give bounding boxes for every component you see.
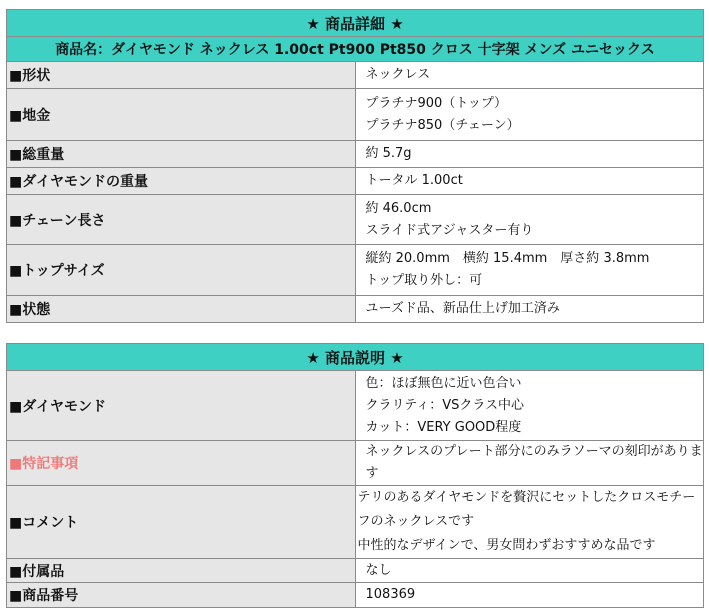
- table-row: [7, 559, 704, 583]
- row-label-shape: ■形状: [7, 62, 356, 89]
- value-line: なし: [365, 562, 392, 578]
- table-row: [7, 141, 704, 168]
- value-line: 中性的なデザインで、男女問わずおすすめな品です: [357, 538, 656, 553]
- value-line: ユーズド品、新品仕上げ加工済み: [365, 301, 560, 316]
- table-row: [7, 296, 704, 323]
- row-value-condition: [355, 296, 704, 323]
- product-name: 商品名：ダイヤモンド ネックレス 1.00ct Pt900 Pt850 クロス 十字架 メンズ ユニセックス: [7, 37, 704, 62]
- row-value-shape: [355, 62, 704, 89]
- value-line: カット：VERY GOOD程度: [365, 419, 522, 435]
- value-line: 108369: [365, 587, 416, 602]
- row-value-diamond-weight: [355, 168, 704, 195]
- value-line: スライド式アジャスター有り: [365, 222, 534, 238]
- table-row: [7, 583, 704, 608]
- product-description-table: [6, 343, 704, 608]
- row-label-top-size: ■トップサイズ: [7, 245, 356, 296]
- value-line: トップ取り外し：可: [365, 273, 483, 288]
- row-label-comment: ■コメント: [7, 486, 356, 559]
- row-value-item-number: [355, 583, 704, 608]
- row-value-total-weight: [355, 141, 704, 168]
- value-line: トータル 1.00ct: [365, 173, 463, 188]
- row-label-accessories: ■付属品: [7, 559, 356, 583]
- value-line: クラリティ：VSクラス中心: [365, 397, 524, 413]
- value-line: ネックレス: [365, 67, 431, 82]
- value-line: 色：ほぼ無色に近い色合い: [365, 375, 522, 391]
- row-value-comment: [355, 486, 704, 559]
- table-row: [7, 441, 704, 486]
- value-line: テリのあるダイヤモンドを贅沢にセットしたクロスモチーフのネックレスです: [357, 490, 696, 529]
- value-line: ネックレスのプレート部分にのみラソーマの刻印があります: [365, 444, 703, 481]
- row-label-diamond: ■ダイヤモンド: [7, 371, 356, 441]
- table-row: [7, 62, 704, 89]
- row-value-chain-length: [355, 195, 704, 245]
- table-row: [7, 168, 704, 195]
- table-row: [7, 371, 704, 441]
- row-label-diamond-weight: ■ダイヤモンドの重量: [7, 168, 356, 195]
- value-line: 縦約 20.0mm 横約 15.4mm 厚さ約 3.8mm: [365, 251, 650, 266]
- row-value-diamond: [355, 371, 704, 441]
- row-label-metal: ■地金: [7, 89, 356, 141]
- table-row: [7, 89, 704, 141]
- value-line: 約 46.0cm: [365, 200, 432, 216]
- row-value-metal: [355, 89, 704, 141]
- row-label-total-weight: ■総重量: [7, 141, 356, 168]
- description-header: ★ 商品説明 ★: [7, 344, 704, 371]
- row-label-item-number: ■商品番号: [7, 583, 356, 608]
- details-header: ★ 商品詳細 ★: [7, 10, 704, 37]
- row-value-special-notes: [355, 441, 704, 486]
- row-label-chain-length: ■チェーン長さ: [7, 195, 356, 245]
- product-details-table: [6, 9, 704, 323]
- value-line: プラチナ850（チェーン）: [365, 117, 520, 133]
- table-row: [7, 486, 704, 559]
- table-row: [7, 195, 704, 245]
- row-value-accessories: [355, 559, 704, 583]
- row-label-special-notes: ■特記事項: [7, 441, 356, 486]
- row-label-condition: ■状態: [7, 296, 356, 323]
- value-line: 約 5.7g: [365, 146, 412, 161]
- row-value-top-size: [355, 245, 704, 296]
- value-line: プラチナ900（トップ）: [365, 95, 508, 111]
- table-row: [7, 245, 704, 296]
